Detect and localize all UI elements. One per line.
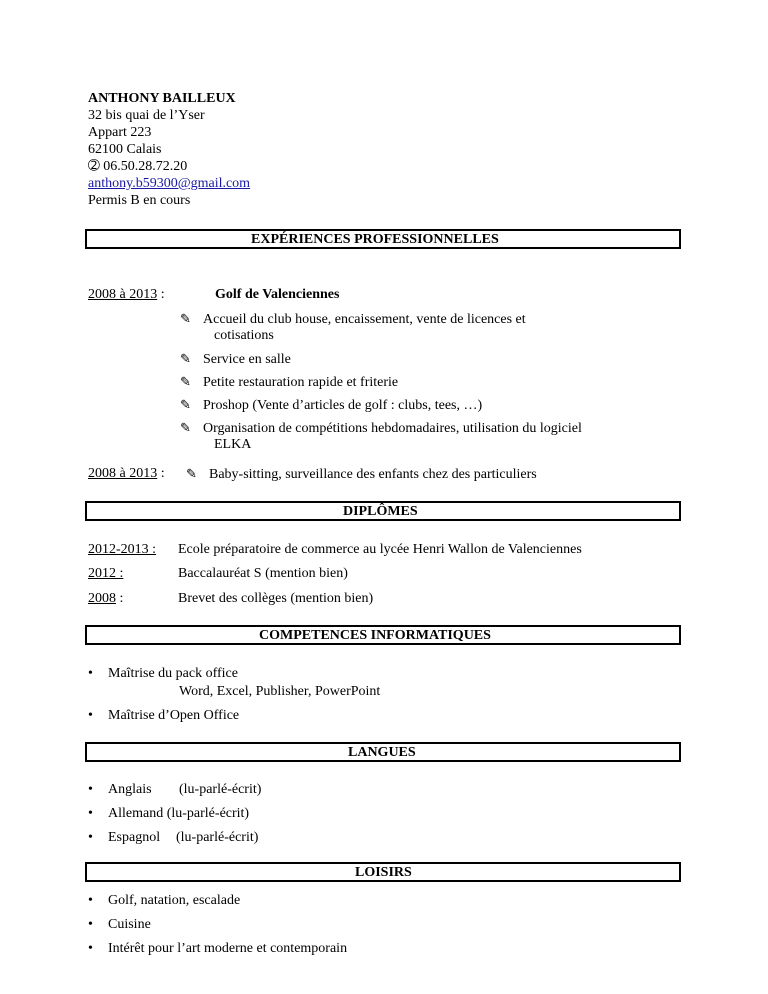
email-link[interactable]: anthony.b59300@gmail.com bbox=[88, 176, 251, 191]
section-header-hobbies bbox=[85, 862, 681, 882]
diploma-label: Baccalauréat S (mention bien) bbox=[178, 566, 348, 581]
bullet-icon: • bbox=[88, 941, 93, 956]
phone-icon: ➁ bbox=[88, 159, 100, 174]
it-skill-detail: Word, Excel, Publisher, PowerPoint bbox=[179, 684, 381, 699]
job2-task bbox=[186, 465, 537, 483]
diploma-label: Brevet des collèges (mention bien) bbox=[178, 591, 374, 606]
diploma-year-value: 2008 bbox=[88, 591, 116, 606]
section-title-it: COMPETENCES INFORMATIQUES bbox=[259, 628, 491, 643]
address-line-1: 32 bis quai de l’Yser bbox=[88, 108, 205, 123]
driving-license: Permis B en cours bbox=[88, 193, 191, 208]
job2-period-dates: 2008 à 2013 bbox=[88, 466, 158, 481]
address-line-2: Appart 223 bbox=[88, 125, 152, 140]
pencil-icon: ✎ bbox=[180, 420, 191, 435]
language-name: Allemand (lu-parlé-écrit) bbox=[108, 806, 250, 821]
job1-task-text: Organisation de compétitions hebdomadaires, utilisation du logiciel bbox=[203, 421, 582, 436]
bullet-icon: • bbox=[88, 893, 93, 908]
section-title-hobbies: LOISIRS bbox=[355, 865, 412, 880]
job1-task-continuation: cotisations bbox=[214, 328, 274, 343]
pencil-icon: ✎ bbox=[186, 466, 197, 481]
bullet-icon: • bbox=[88, 806, 93, 821]
section-title-languages: LANGUES bbox=[348, 745, 416, 760]
diploma-year-sep: : bbox=[116, 591, 124, 606]
hobby-item: Cuisine bbox=[108, 917, 151, 932]
language-level: (lu-parlé-écrit) bbox=[176, 830, 259, 845]
job1-task bbox=[180, 419, 582, 437]
job1-task-text: Proshop (Vente d’articles de golf : clubs, tees, …) bbox=[203, 398, 483, 413]
job1-period bbox=[88, 286, 165, 303]
job2-period bbox=[88, 465, 165, 482]
job2-period-sep: : bbox=[157, 466, 165, 481]
hobby-item: Intérêt pour l’art moderne et contemporain bbox=[108, 941, 348, 956]
bullet-icon: • bbox=[88, 666, 93, 681]
job1-task bbox=[180, 396, 482, 414]
phone-number: 06.50.28.72.20 bbox=[99, 159, 188, 174]
language-name: Espagnol bbox=[108, 830, 161, 845]
section-header-experience bbox=[85, 229, 681, 249]
it-skill: Maîtrise du pack office bbox=[108, 666, 238, 681]
hobby-item: Golf, natation, escalade bbox=[108, 893, 241, 908]
job1-period-dates: 2008 à 2013 bbox=[88, 287, 158, 302]
job1-task bbox=[180, 310, 526, 328]
section-title-experience: EXPÉRIENCES PROFESSIONNELLES bbox=[251, 232, 499, 247]
job1-task-text: Service en salle bbox=[203, 352, 291, 367]
section-header-languages bbox=[85, 742, 681, 762]
job1-employer: Golf de Valenciennes bbox=[215, 287, 340, 302]
bullet-icon: • bbox=[88, 917, 93, 932]
pencil-icon: ✎ bbox=[180, 351, 191, 366]
diploma-label: Ecole préparatoire de commerce au lycée Henri Wallon de Valenciennes bbox=[178, 542, 582, 557]
job1-period-sep: : bbox=[157, 287, 165, 302]
bullet-icon: • bbox=[88, 708, 93, 723]
bullet-icon: • bbox=[88, 782, 93, 797]
language-level: (lu-parlé-écrit) bbox=[179, 782, 262, 797]
job2-task-text: Baby-sitting, surveillance des enfants chez des particuliers bbox=[209, 467, 537, 482]
phone-line bbox=[88, 158, 187, 175]
pencil-icon: ✎ bbox=[180, 311, 191, 326]
section-header-it bbox=[85, 625, 681, 645]
section-header-diplomas bbox=[85, 501, 681, 521]
job1-task bbox=[180, 373, 398, 391]
language-name: Anglais bbox=[108, 782, 152, 797]
job1-task-continuation: ELKA bbox=[214, 437, 252, 452]
bullet-icon: • bbox=[88, 830, 93, 845]
candidate-name: ANTHONY BAILLEUX bbox=[88, 91, 236, 106]
diploma-year bbox=[88, 590, 123, 607]
job1-task-text: Petite restauration rapide et friterie bbox=[203, 375, 399, 390]
diploma-year: 2012-2013 : bbox=[88, 542, 157, 557]
section-title-diplomas: DIPLÔMES bbox=[343, 504, 418, 519]
pencil-icon: ✎ bbox=[180, 397, 191, 412]
job1-task bbox=[180, 350, 291, 368]
job1-task-text: Accueil du club house, encaissement, vente de licences et bbox=[203, 312, 526, 327]
it-skill: Maîtrise d’Open Office bbox=[108, 708, 240, 723]
diploma-year: 2012 : bbox=[88, 566, 124, 581]
address-city: 62100 Calais bbox=[88, 142, 162, 157]
pencil-icon: ✎ bbox=[180, 374, 191, 389]
